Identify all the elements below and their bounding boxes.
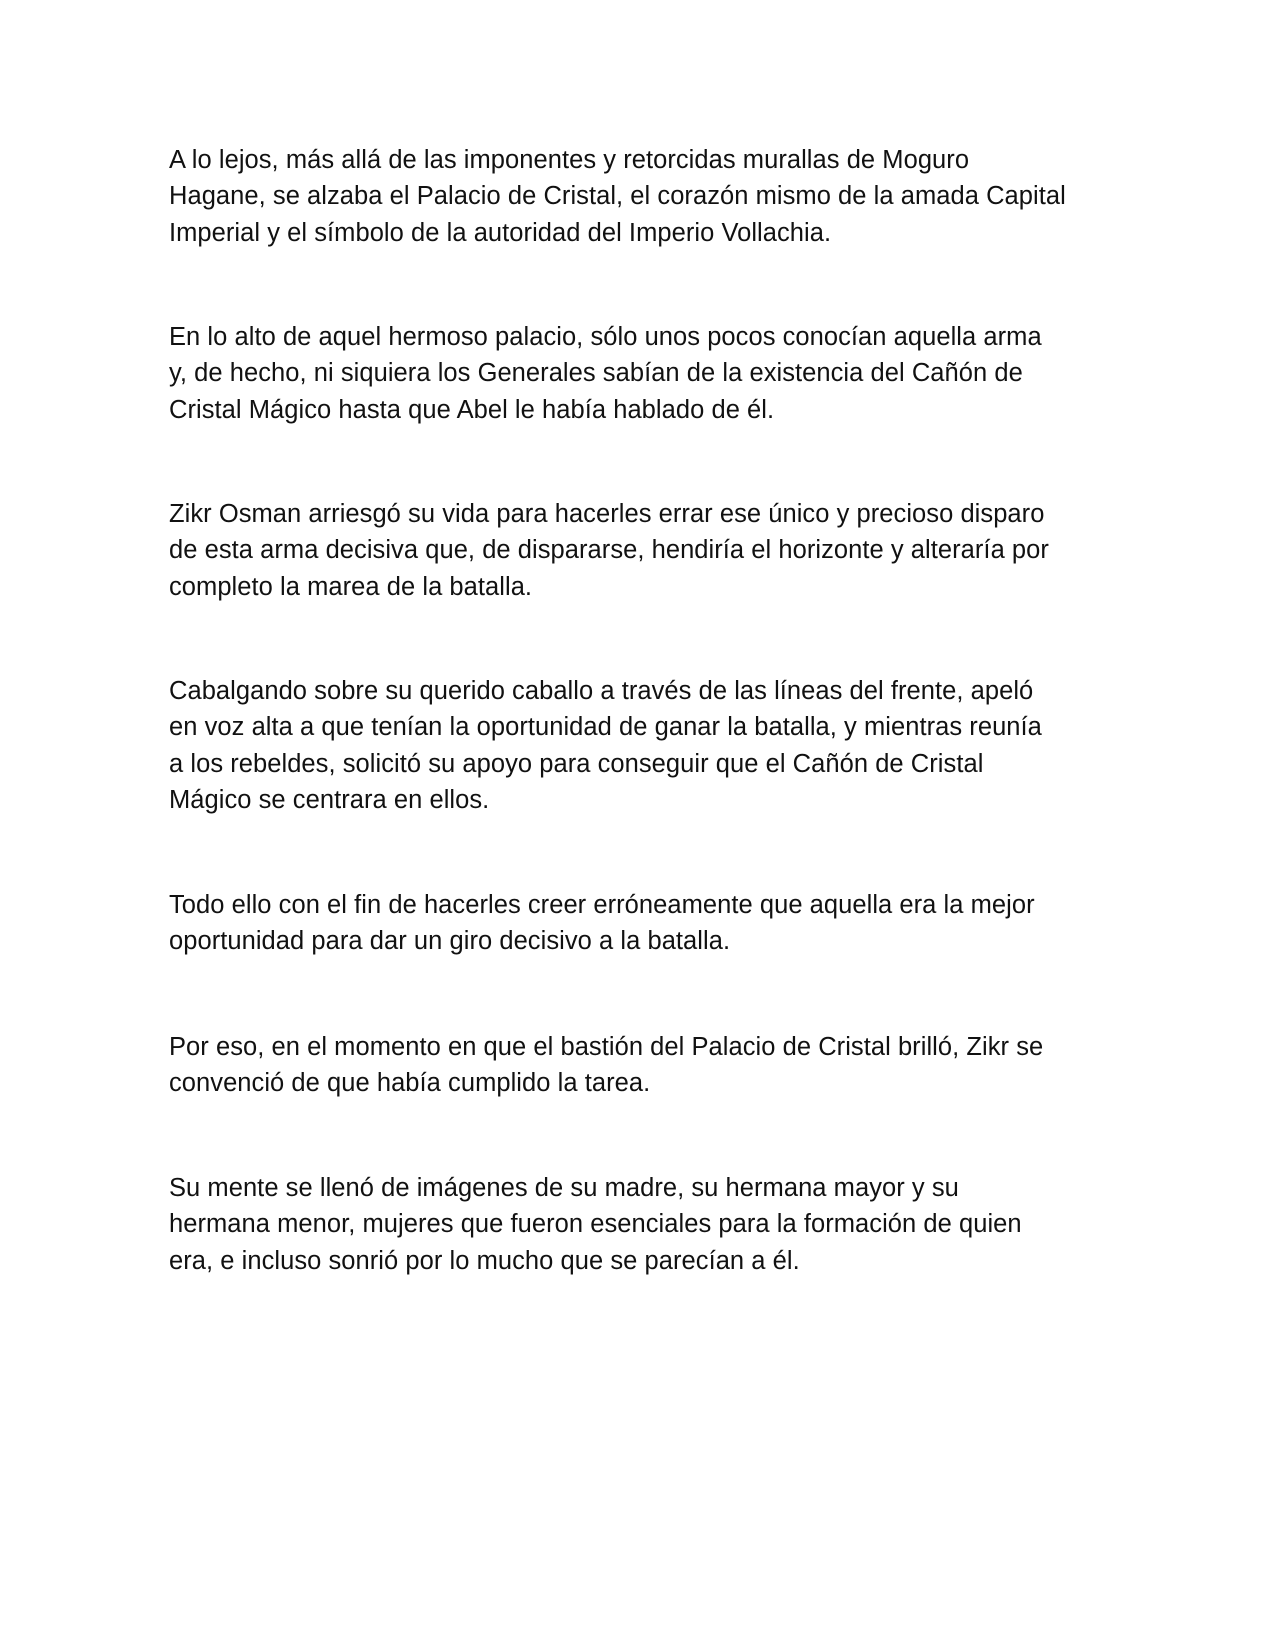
paragraph-line: convenció de que había cumplido la tarea. [169,1069,651,1098]
paragraph-line: era, e incluso sonrió por lo mucho que se parecían a él. [169,1246,800,1275]
paragraph-line: y, de hecho, ni siquiera los Generales sabían de la existencia del Cañón de [169,359,1023,388]
paragraph-line: Hagane, se alzaba el Palacio de Cristal, el corazón mismo de la amada Capital [169,182,1066,211]
paragraph-7 [169,1170,1022,1279]
paragraph-2 [169,319,1042,428]
paragraph-line: Por eso, en el momento en que el bastión del Palacio de Cristal brilló, Zikr se [169,1033,1044,1061]
paragraph-line: oportunidad para dar un giro decisivo a la batalla. [169,927,731,956]
paragraph-line: completo la marea de la batalla. [169,572,533,601]
paragraph-line: Cristal Mágico hasta que Abel le había hablado de él. [169,395,775,424]
paragraph-line: Cabalgando sobre su querido caballo a través de las líneas del frente, apeló [169,677,1034,705]
paragraph-line: a los rebeldes, solicitó su apoyo para conseguir que el Cañón de Cristal [169,749,984,778]
paragraph-line: En lo alto de aquel hermoso palacio, sólo unos pocos conocían aquella arma [169,323,1042,351]
paragraph-5 [169,887,1035,960]
paragraph-line: A lo lejos, más allá de las imponentes y retorcidas murallas de Moguro [169,146,970,174]
paragraph-line: Su mente se llenó de imágenes de su madre, su hermana mayor y su [169,1174,959,1202]
paragraph-line: en voz alta a que tenían la oportunidad de ganar la batalla, y mientras reunía [169,713,1042,742]
paragraph-line: Mágico se centrara en ellos. [169,785,490,814]
paragraph-line: Imperial y el símbolo de la autoridad del Imperio Vollachia. [169,218,832,247]
paragraph-4 [169,673,1042,818]
paragraph-line: hermana menor, mujeres que fueron esenciales para la formación de quien [169,1210,1022,1239]
paragraph-3 [169,496,1049,605]
paragraph-line: Zikr Osman arriesgó su vida para hacerles errar ese único y precioso disparo [169,500,1045,528]
paragraph-6 [169,1029,1043,1102]
paragraph-line: de esta arma decisiva que, de dispararse, hendiría el horizonte y alteraría por [169,536,1049,565]
paragraph-line: Todo ello con el fin de hacerles creer erróneamente que aquella era la mejor [169,891,1035,919]
paragraph-1 [169,142,1066,251]
